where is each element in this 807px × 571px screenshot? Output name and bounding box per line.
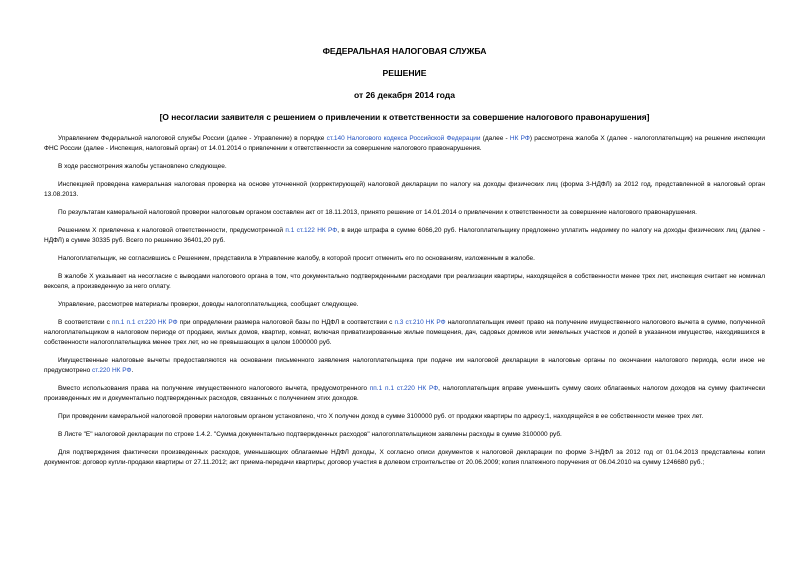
text-run: Управлением Федеральной налоговой службы России (далее - Управление) в порядке: [58, 135, 327, 142]
link-nk-article-210[interactable]: п.3 ст.210 НК РФ: [394, 319, 446, 326]
text-run: В соответствии с: [58, 319, 112, 326]
document-subject: [О несогласии заявителя с решением о привлечении к ответственности за совершение налогового правонарушения]: [159, 112, 650, 122]
text-run: налогоплательщик имеет право на получение имущественного налогового вычета в сумме, полученной налогоплательщиком в налоговом периоде от продажи, жилых домов, квартир, комнат, включая приватизированные жилые помещения, дач, садовых домиков или земельных участков и долей в указанном имуществе, находившихся в собственности налогоплательщика менее трех лет, но не превышающих в целом 1000000 руб.: [44, 319, 766, 346]
paragraph-3: Инспекцией проведена камеральная налоговая проверка на основе уточненной (корректирующей) налоговой декларации по налогу на доходы физических лиц (форма 3-НДФЛ) за 2012 год, представленной в налоговый орган 13.08.2013.: [44, 181, 765, 198]
paragraph-8: Управление, рассмотрев материалы проверки, доводы налогоплательщика, сообщает следующее.: [58, 301, 359, 308]
text-run: Вместо использования права на получение имущественного налогового вычета, предусмотренного: [58, 385, 370, 392]
link-nk-rf[interactable]: НК РФ: [509, 135, 530, 142]
link-nk-article-220-c[interactable]: пп.1 п.1 ст.220 НК РФ: [369, 385, 439, 392]
document-type: РЕШЕНИЕ: [382, 68, 427, 78]
link-nk-article-220-b[interactable]: ст.220 НК РФ: [92, 367, 132, 374]
text-run: .: [131, 367, 134, 374]
paragraph-9: [44, 318, 765, 348]
text-run: , налогоплательщик вправе уменьшить сумму своих облагаемых налогом доходов на сумму фактически произведенных им и документально подтвержденных расходов, связанных с получением этих доходов.: [44, 385, 766, 402]
paragraph-6: Налогоплательщик, не согласившись с Решением, представила в Управление жалобу, в которой просит отменить его по основаниям, изложенным в жалобе.: [58, 255, 535, 262]
agency-title: ФЕДЕРАЛЬНАЯ НАЛОГОВАЯ СЛУЖБА: [322, 46, 487, 56]
paragraph-4: По результатам камеральной налоговой проверки налоговым органом составлен акт от 18.11.2013, принято решение от 14.01.2014 о привлечении к ответственности за совершение налогового правонарушения.: [58, 209, 697, 216]
document-body: [44, 134, 765, 468]
text-run: при определении размера налоговой базы по НДФЛ в соответствии с: [177, 319, 395, 326]
link-nk-article-140[interactable]: ст.140 Налогового кодекса Российской Федерации: [326, 135, 481, 142]
text-run: Имущественные налоговые вычеты предоставляются на основании письменного заявления налогоплательщика при подаче им налоговой декларации в налоговые органы по окончании налогового периода, если иное не предусмотрено: [44, 357, 765, 374]
text-run: (далее -: [480, 135, 510, 142]
link-nk-article-220[interactable]: пп.1 п.1 ст.220 НК РФ: [111, 319, 178, 326]
link-nk-article-122[interactable]: п.1 ст.122 НК РФ: [285, 227, 338, 234]
paragraph-7: В жалобе Х указывает на несогласие с выводами налогового органа в том, что документально подтвержденными расходами при реализации квартиры, находящейся в собственности менее трех лет, инспекция считает не номинал векселя, а произведенную за него оплату.: [44, 273, 765, 290]
document-date: от 26 декабря 2014 года: [353, 90, 456, 100]
paragraph-5: [44, 226, 765, 246]
paragraph-2: В ходе рассмотрения жалобы установлено следующее.: [58, 163, 227, 170]
text-run: ) рассмотрена жалоба Х (далее - налогоплательщик) на решение инспекции ФНС России (далее - Инспекция, налоговый орган) от 14.01.2014 о привлечении к ответственности за совершение налогового правонарушения.: [44, 135, 766, 152]
paragraph-11: [44, 384, 765, 404]
text-run: Решением Х привлечена к налоговой ответственности, предусмотренной: [58, 227, 286, 234]
paragraph-14: Для подтверждения фактически произведенных расходов, уменьшающих облагаемые НДФЛ доходы, Х согласно описи документов к налоговой декларации по форме 3-НДФЛ за 2012 год от 01.04.2013 представлены копии документов: договор купли-продажи квартиры от 27.11.2012; акт приема-передачи квартиры; договор участия в долевом строительстве от 20.06.2009; копия платежного поручения от 06.04.2010 на сумму 1246680 руб.;: [44, 449, 765, 466]
text-run: , в виде штрафа в сумме 6066,20 руб. Налогоплательщику предложено уплатить недоимку по налогу на доходы физических лиц (далее - НДФЛ) в сумме 30335 руб. Всего по решению 36401,20 руб.: [44, 227, 765, 244]
paragraph-13: В Листе "Е" налоговой декларации по строке 1.4.2. "Сумма документально подтвержденных расходов" налогоплательщиком заявлены расходы в сумме 3100000 руб.: [58, 431, 562, 438]
paragraph-12: При проведении камеральной налоговой проверки налоговым органом установлено, что Х получен доход в сумме 3100000 руб. от продажи квартиры по адресу:1, находящейся в ее собственности менее трех лет.: [58, 413, 704, 420]
paragraph-10: [44, 356, 765, 376]
paragraph-1: [44, 134, 765, 154]
